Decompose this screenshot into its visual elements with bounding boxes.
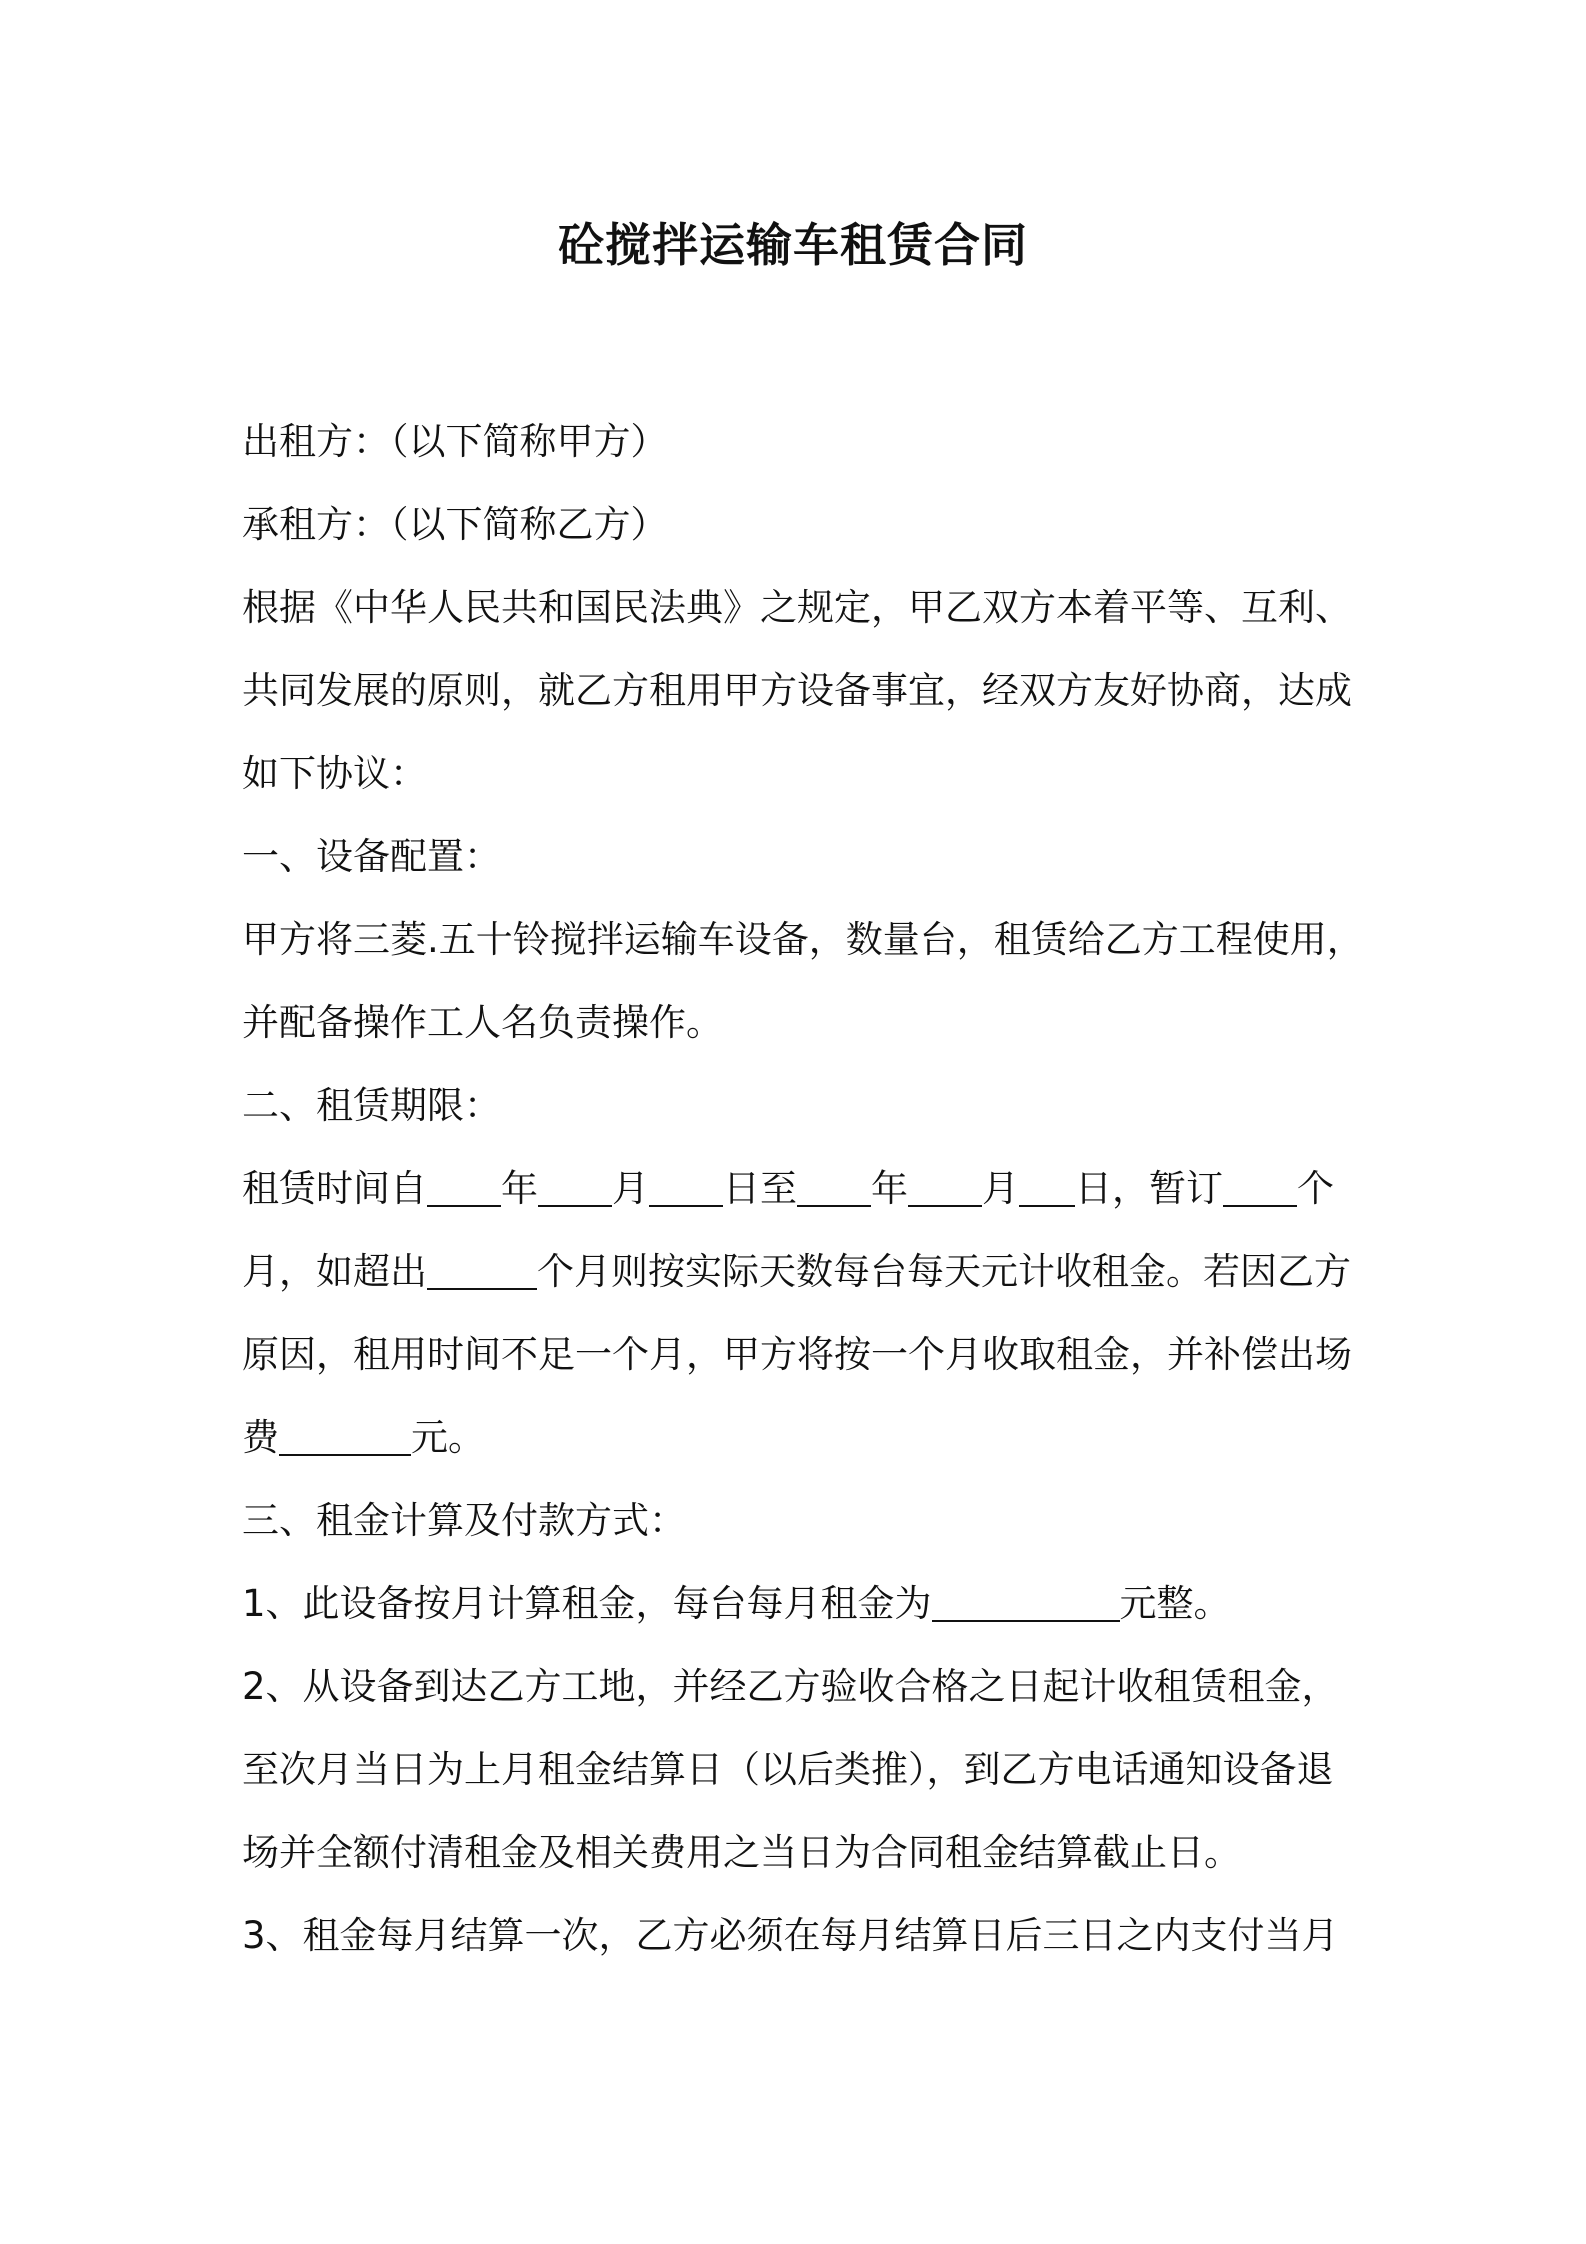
lease-period-line-3: 原因，租用时间不足一个月，甲方将按一个月收取租金，并补偿出场 — [242, 1333, 1352, 1376]
preamble-line-2: 共同发展的原则，就乙方租用甲方设备事宜，经双方友好协商，达成 — [242, 669, 1352, 712]
day-to-label: 日至 — [723, 1167, 797, 1210]
start-day-blank — [649, 1165, 723, 1207]
monthly-rent-blank — [932, 1580, 1120, 1622]
overtime-months-blank — [427, 1248, 537, 1290]
monthly-rent-label: 1、此设备按月计算租金，每台每月租金为 — [242, 1582, 932, 1625]
preamble-line-3: 如下协议： — [242, 752, 427, 795]
yuan-label: 元。 — [411, 1416, 485, 1459]
year-label-2: 年 — [871, 1167, 908, 1210]
rent-item-2-line-2: 至次月当日为上月租金结算日（以后类推），到乙方电话通知设备退 — [242, 1748, 1334, 1791]
lease-period-line-1 — [242, 1147, 1362, 1230]
section1-line-1: 甲方将三菱.五十铃搅拌运输车设备，数量台，租赁给乙方工程使用， — [242, 918, 1364, 961]
year-label: 年 — [501, 1167, 538, 1210]
lease-start-label: 租赁时间自 — [242, 1167, 427, 1210]
lease-period-line-4 — [242, 1396, 1362, 1479]
contract-body — [242, 400, 1362, 1977]
months-count-blank — [1223, 1165, 1297, 1207]
lessee-line: 承租方：（以下简称乙方） — [242, 503, 668, 546]
rent-item-1 — [242, 1562, 1362, 1645]
start-year-blank — [427, 1165, 501, 1207]
end-month-blank — [908, 1165, 982, 1207]
start-month-blank — [538, 1165, 612, 1207]
tentative-label: 日，暂订 — [1075, 1167, 1223, 1210]
overtime-rule-text: 个月则按实际天数每台每天元计收租金。若因乙方 — [537, 1250, 1351, 1293]
exit-fee-blank — [279, 1414, 411, 1456]
section1-line-2: 并配备操作工人名负责操作。 — [242, 1001, 723, 1044]
unit-label: 个 — [1297, 1167, 1334, 1210]
lessor-line: 出租方：（以下简称甲方） — [242, 420, 668, 463]
rent-item-2-line-1: 2、从设备到达乙方工地，并经乙方验收合格之日起计收租赁租金， — [242, 1665, 1339, 1708]
end-year-blank — [797, 1165, 871, 1207]
overtime-label: 月，如超出 — [242, 1250, 427, 1293]
lease-period-line-2 — [242, 1230, 1362, 1313]
fee-label: 费 — [242, 1416, 279, 1459]
rent-item-3-line-1: 3、租金每月结算一次，乙方必须在每月结算日后三日之内支付当月 — [242, 1914, 1339, 1957]
month-label-2: 月 — [982, 1167, 1019, 1210]
preamble-line-1: 根据《中华人民共和国民法典》之规定，甲乙双方本着平等、互利、 — [242, 586, 1352, 629]
section1-heading: 一、设备配置： — [242, 835, 501, 878]
end-day-blank — [1019, 1165, 1075, 1207]
rent-item-2-line-3: 场并全额付清租金及相关费用之当日为合同租金结算截止日。 — [242, 1831, 1241, 1874]
section3-heading: 三、租金计算及付款方式： — [242, 1499, 686, 1542]
month-label: 月 — [612, 1167, 649, 1210]
yuan-whole-label: 元整。 — [1119, 1582, 1231, 1625]
section2-heading: 二、租赁期限： — [242, 1084, 501, 1127]
contract-title: 砼搅拌运输车租赁合同 — [558, 218, 1028, 272]
